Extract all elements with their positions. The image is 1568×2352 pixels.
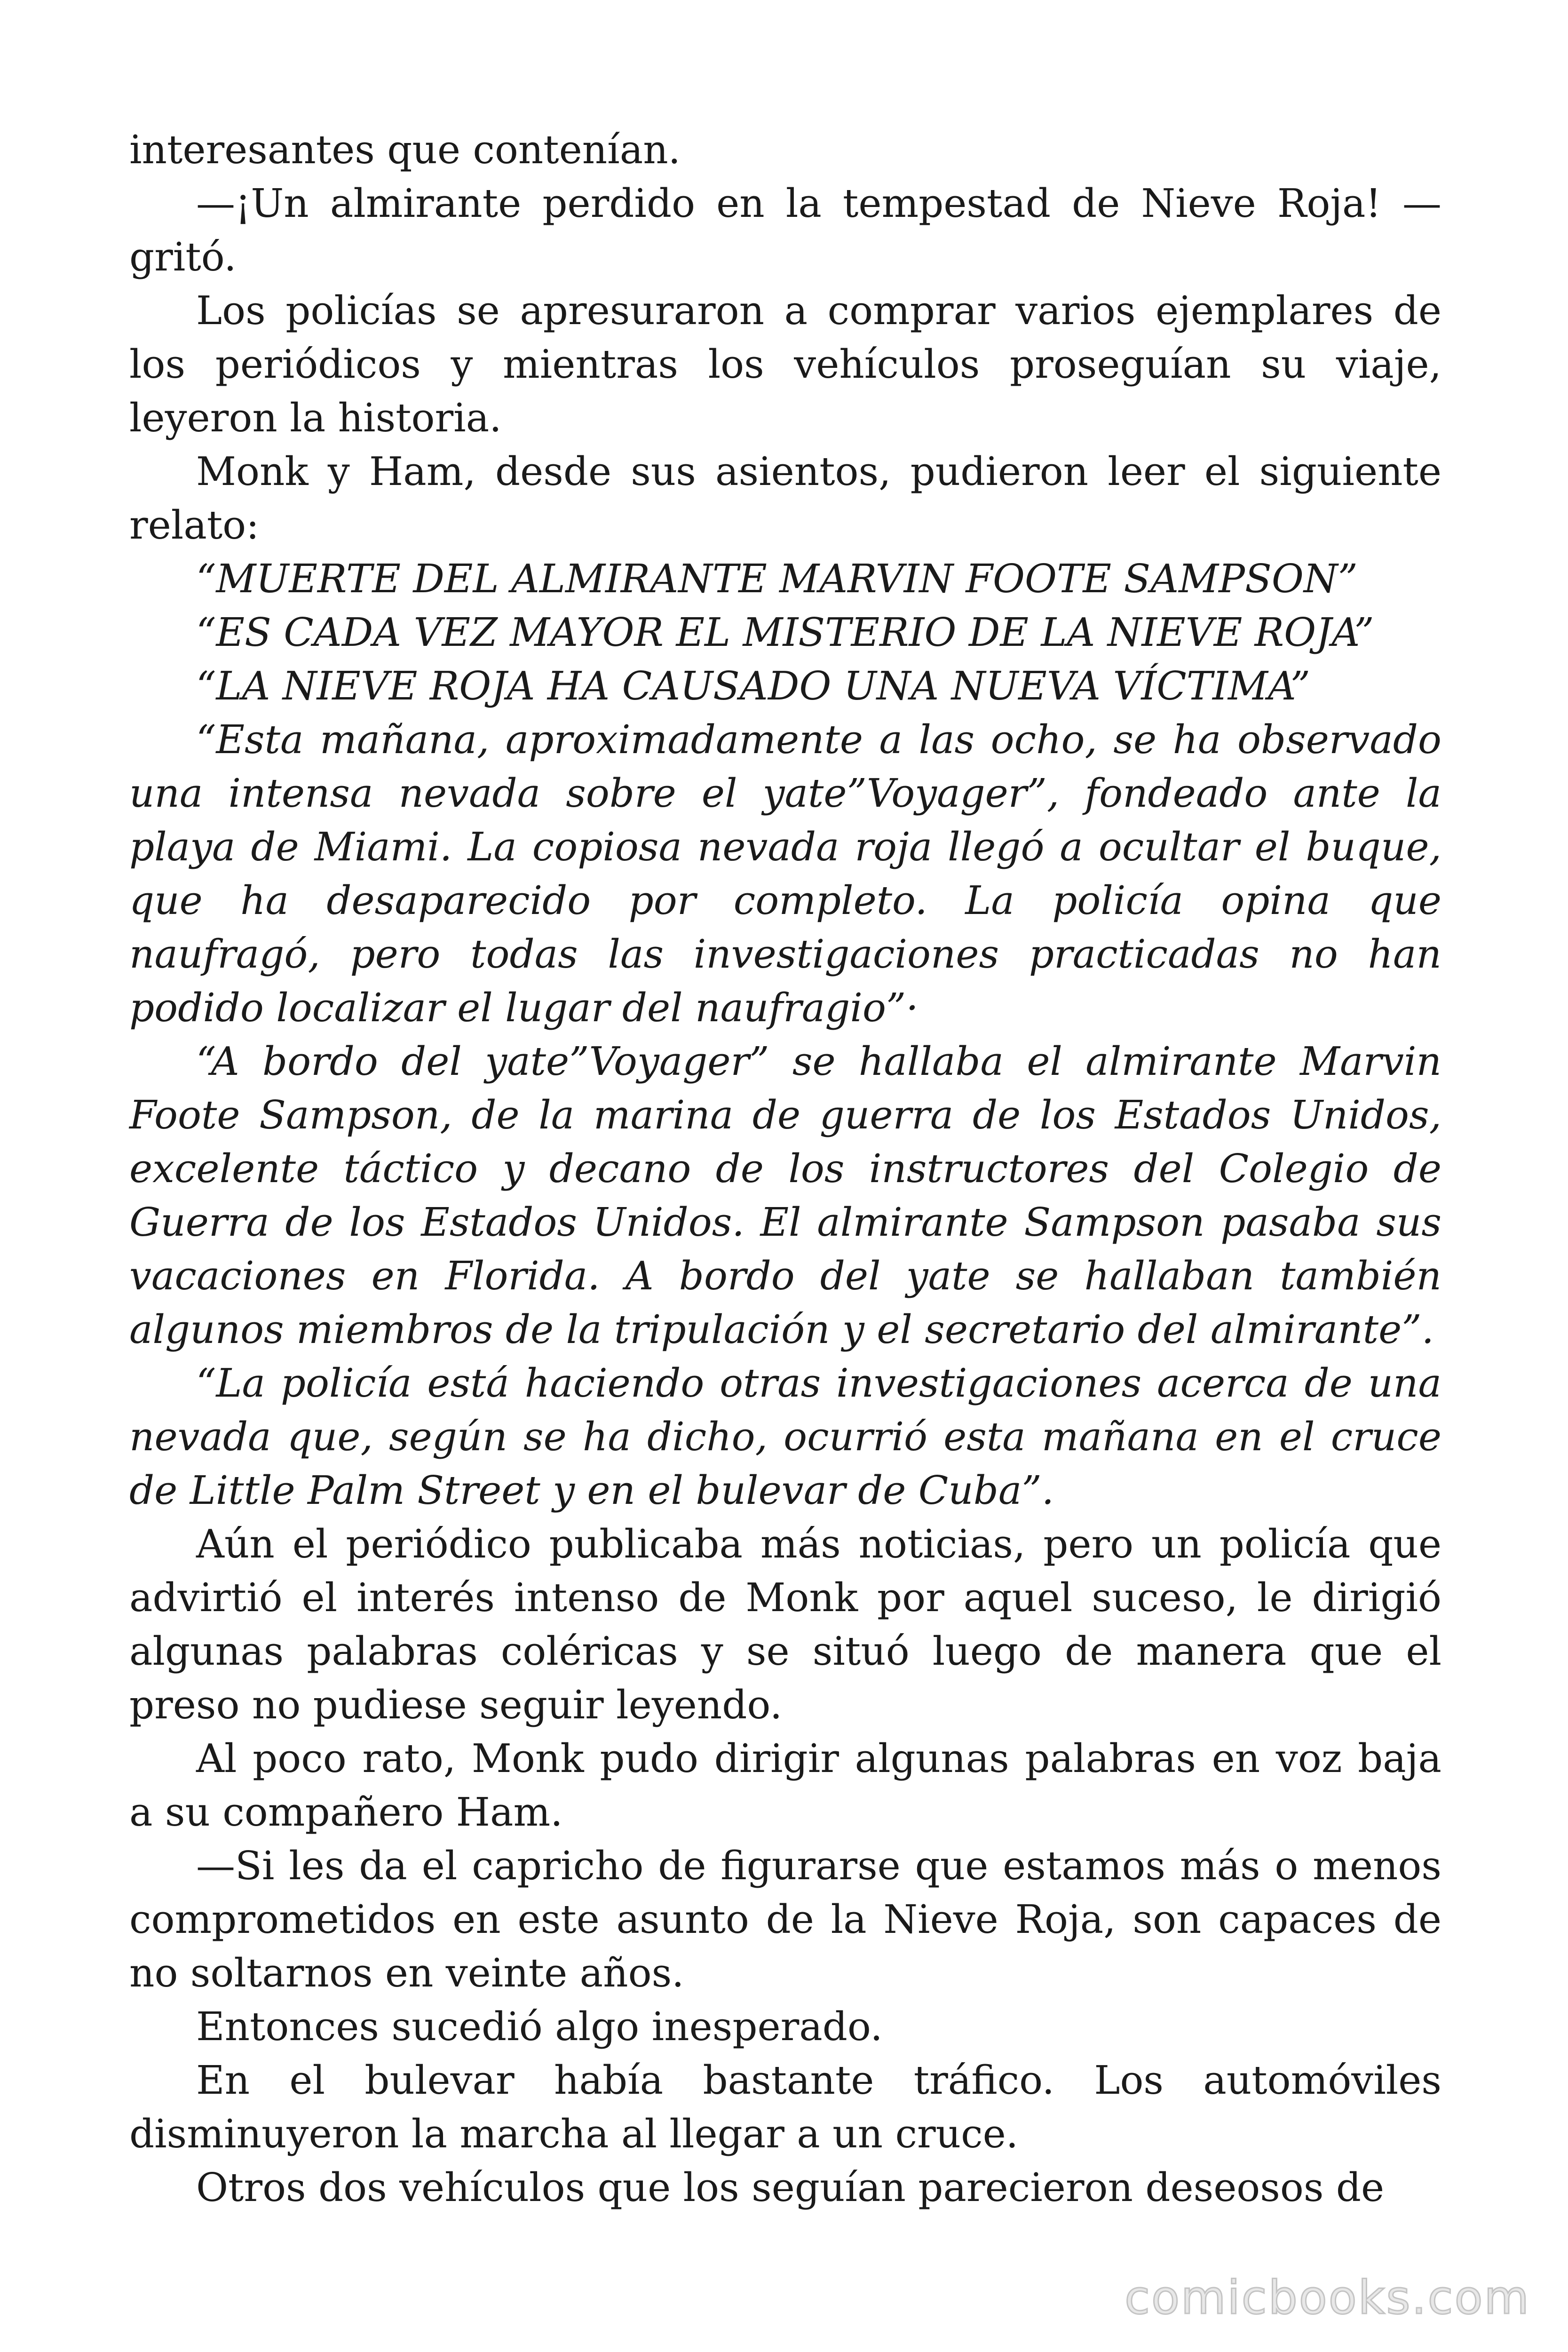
paragraph-10: Otros dos vehículos que los seguían parecieron deseosos de bbox=[196, 2165, 1385, 2210]
headline-1: “MUERTE DEL ALMIRANTE MARVIN FOOTE SAMPSON” bbox=[196, 556, 1358, 602]
paragraph-5: Aún el periódico publicaba más noticias, pero un policía que advirtió el interés intenso de Monk por aquel suceso, le dirigió algunas palabras coléricas y se situó luego de manera que el preso no pudiese seguir leyendo. bbox=[129, 1521, 1441, 1728]
news-paragraph-3: “La policía está haciendo otras investigaciones acerca de una nevada que, según se ha dicho, ocurrió esta mañana en el cruce de Little Palm Street y en el bulevar de Cuba”. bbox=[129, 1360, 1441, 1513]
page-body bbox=[129, 123, 1441, 2215]
paragraph-8: Entonces sucedió algo inesperado. bbox=[196, 2004, 883, 2050]
watermark: comicbooks.com bbox=[1125, 2271, 1530, 2325]
paragraph-7: —Si les da el capricho de figurarse que estamos más o menos comprometidos en este asunto de la Nieve Roja, son capaces de no soltarnos en veinte años. bbox=[129, 1843, 1441, 1996]
news-paragraph-1: “Esta mañana, aproximadamente a las ocho, se ha observado una intensa nevada sobre el yate”Voyager”, fondeado ante la playa de Miami. La copiosa nevada roja llegó a ocultar el buque, que ha desaparecido por completo. La policía opina que naufragó, pero todas las investigaciones practicadas no han podido localizar el lugar del naufragio”· bbox=[129, 717, 1441, 1031]
paragraph-6: Al poco rato, Monk pudo dirigir algunas palabras en voz baja a su compañero Ham. bbox=[129, 1736, 1441, 1835]
paragraph-3: Los policías se apresuraron a comprar varios ejemplares de los periódicos y mientras los vehículos proseguían su viaje, leyeron la historia. bbox=[129, 288, 1441, 441]
headline-3: “LA NIEVE ROJA HA CAUSADO UNA NUEVA VÍCTIMA” bbox=[196, 663, 1311, 709]
paragraph-4: Monk y Ham, desde sus asientos, pudieron leer el siguiente relato: bbox=[129, 449, 1441, 548]
paragraph-2: —¡Un almirante perdido en la tempestad de Nieve Roja! —gritó. bbox=[129, 181, 1441, 280]
paragraph-9: En el bulevar había bastante tráfico. Los automóviles disminuyeron la marcha al llegar a un cruce. bbox=[129, 2058, 1441, 2157]
headline-2: “ES CADA VEZ MAYOR EL MISTERIO DE LA NIEVE ROJA” bbox=[196, 610, 1374, 655]
news-paragraph-2: “A bordo del yate”Voyager” se hallaba el almirante Marvin Foote Sampson, de la marina de guerra de los Estados Unidos, excelente táctico y decano de los instructores del Colegio de Guerra de los Estados Unidos. El almirante Sampson pasaba sus vacaciones en Florida. A bordo del yate se hallaban también algunos miembros de la tripulación y el secretario del almirante”. bbox=[129, 1039, 1441, 1352]
paragraph-1: interesantes que contenían. bbox=[129, 127, 681, 173]
